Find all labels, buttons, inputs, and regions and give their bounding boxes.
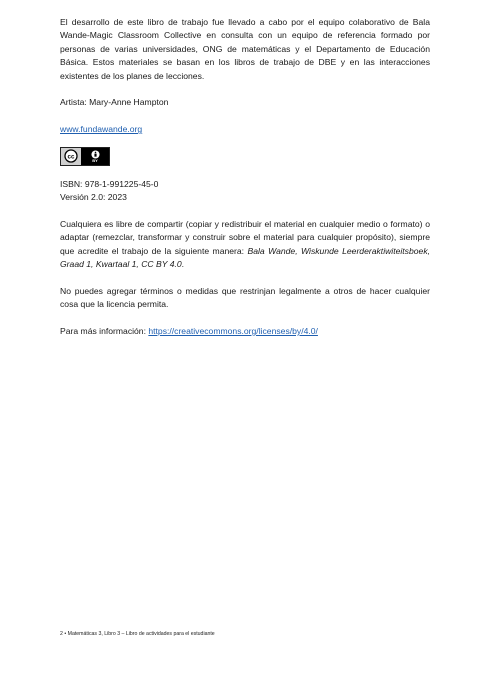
attribution-end: . (181, 259, 185, 270)
license-share-paragraph (60, 218, 430, 272)
license-url-link[interactable]: https://creativecommons.org/licenses/by/4.0/ (148, 326, 318, 337)
page-footer (60, 631, 215, 637)
restriction-paragraph: No puedes agregar términos o medidas que restrinjan legalmente a otros de hacer cualquier cosa que la licencia permita. (60, 285, 430, 310)
cc-by-license-badge (60, 147, 110, 166)
page-number: 2 (60, 631, 63, 637)
share-text: Cualquiera es libre de compartir (copiar y redistribuir el material en cualquier medio o formato) o adaptar (remezclar, transformar y construir sobre el material para cualquier propósito), siempre que acredite el trabajo de la siguiente manera: (60, 218, 430, 256)
version: Versión 2.0: 2023 (60, 192, 127, 203)
footer-bullet: • (64, 631, 67, 637)
page-content (60, 16, 430, 338)
more-info-label: Para más información: (60, 326, 149, 337)
svg-text:cc: cc (67, 153, 75, 161)
development-paragraph: El desarrollo de este libro de trabajo fue llevado a cabo por el equipo colaborativo de Bala Wande-Magic Classroom Collective en consulta con un equipo de referencia formado por personas de varias universidades, ONG de matemáticas y el Departamento de Educación Básica. Estos materiales se basan en los libros de trabajo de DBE y en las interacciones existentes de los planes de lecciones. (60, 17, 430, 81)
isbn: ISBN: 978-1-991225-45-0 (60, 178, 159, 189)
website-link[interactable]: www.fundawande.org (60, 124, 143, 135)
artist-credit: Artista: Mary-Anne Hampton (60, 97, 169, 108)
attribution-icon (81, 148, 109, 165)
cc-logo-icon (61, 148, 81, 165)
attribution-citation: Bala Wande, Wiskunde Leerderaktiwiteitsboek, Graad 1, Kwartaal 1, CC BY 4.0 (60, 245, 431, 270)
footer-title: Matemáticas 3, Libro 3 – Libro de actividades para el estudiante (67, 631, 215, 637)
by-label: BY (92, 157, 98, 163)
website-line (60, 123, 430, 136)
more-info-line (60, 325, 430, 338)
